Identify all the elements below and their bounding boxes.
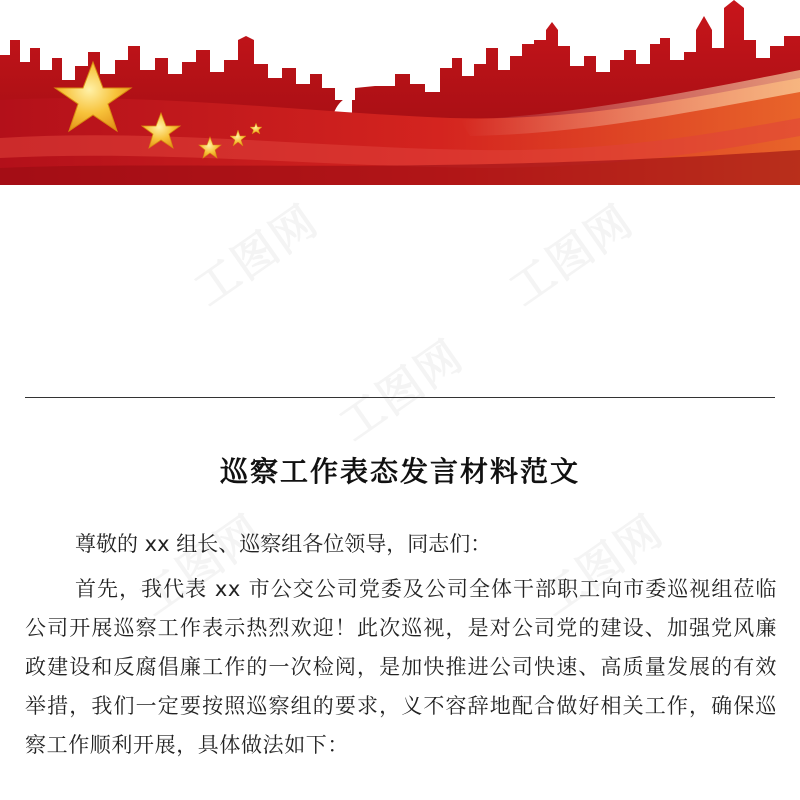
document-title: 巡察工作表态发言材料范文 [219,455,580,488]
salutation: 尊敬的 xx 组长、巡察组各位领导，同志们： [75,532,492,556]
body-paragraph: 首先，我代表 xx 市公交公司党委及公司全体干部职工向市委巡视组莅临公司开展巡察工作表示热烈欢迎！此次巡视，是对公司党的建设、加强党风廉政建设和反腐倡廉工作的一次检阅，是加快推进公司快速、高质量发展的有效举措，我们一定要按照巡察组的要求，义不容辞地配合做好相关工作，确保巡察工作顺利开展，具体做法如下： [25,577,777,757]
header-banner [0,0,800,185]
watermark [494,186,644,318]
watermark [324,321,474,453]
title-divider [25,397,775,398]
watermark [179,186,329,318]
